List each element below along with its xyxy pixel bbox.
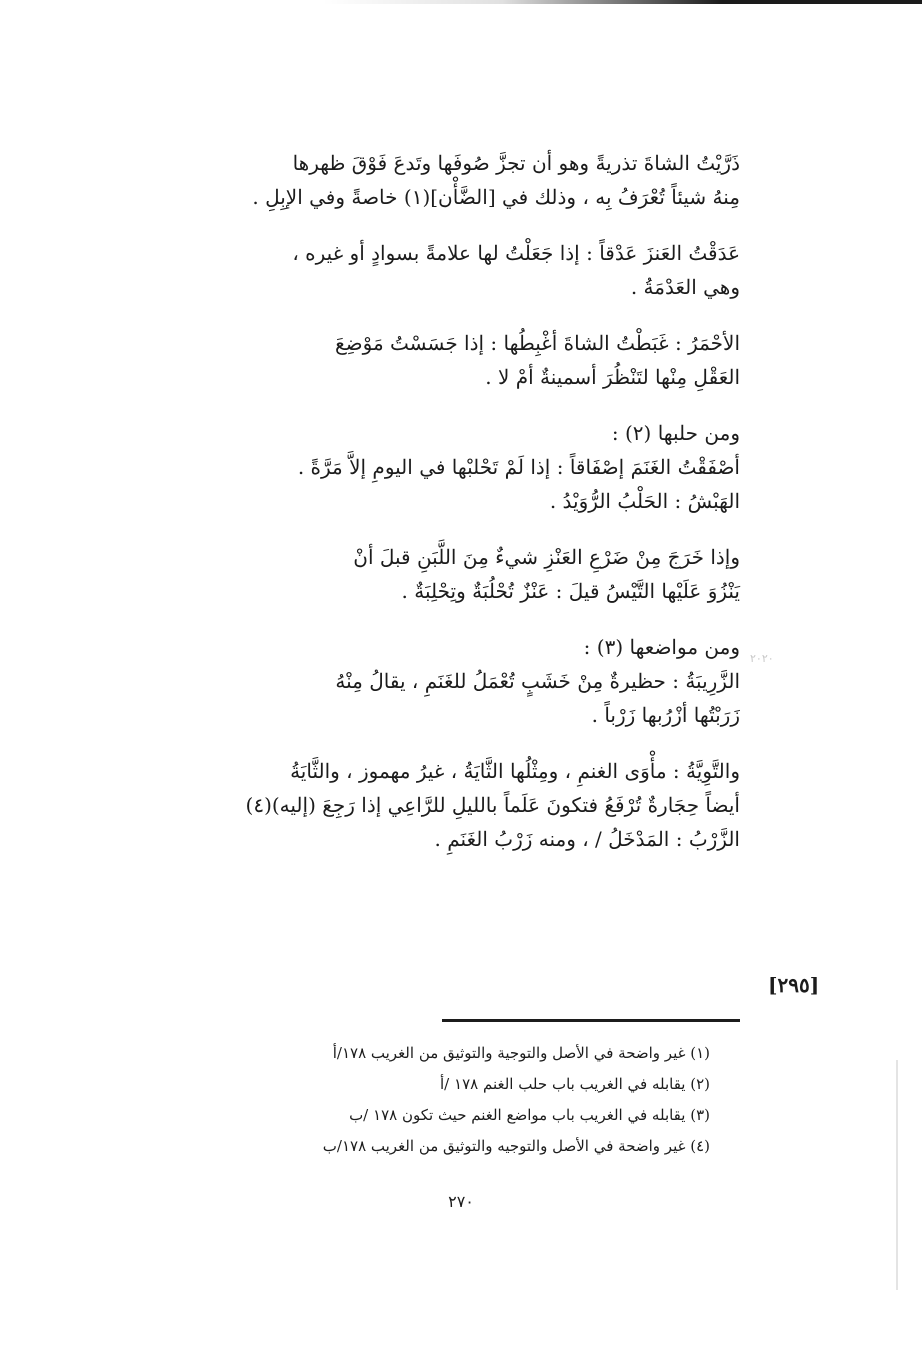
footnote-3: (٣) يقابله في الغريب باب مواضع الغنم حيث تكون ١٧٨ /ب xyxy=(349,1106,710,1124)
scan-binding-shadow xyxy=(896,1060,898,1290)
footnote-1: (١) غير واضحة في الأصل والتوجية والتوثيق من الغريب ١٧٨/أ xyxy=(332,1044,710,1062)
text-line: الهَبْشُ : الحَلْبُ الرُّوَيْدُ . xyxy=(549,489,740,513)
text-line: وإذا خَرَجَ مِنْ ضَرْعِ العَنْزِ شيءٌ مِنَ اللَّبَنِ قبلَ أنْ xyxy=(353,545,740,569)
paragraph-adq xyxy=(130,236,740,304)
footnotes xyxy=(200,1038,710,1162)
manuscript-folio-marker: [٢٩٥] xyxy=(768,973,820,997)
text-line: والتَّوِيَّةُ : مأْوَى الغنمِ ، ومِثْلُها الثَّايَةُ ، غيرُ مهموز ، والثَّايَةُ xyxy=(290,759,740,783)
paragraph-tuhluba xyxy=(130,540,740,608)
page-number: ٢٧٠ xyxy=(448,1192,474,1211)
paragraph-tadhriya xyxy=(130,146,740,214)
text-line: الأحْمَرُ : غَبَطْتُ الشاةَ أغْبِطُها : إذا جَسَسْتُ مَوْضِعَ xyxy=(334,331,740,355)
faint-stray-mark: ٢٠٢٠ xyxy=(750,652,774,665)
paragraph-places xyxy=(130,630,740,732)
paragraph-milking xyxy=(130,416,740,518)
text-line: أصْفَقْتُ الغَنَمَ إصْفَاقاً : إذا لَمْ تَحْلبْها في اليومِ إلاَّ مَرَّةً . xyxy=(297,455,740,479)
text-line: وهي العَدْمَةُ . xyxy=(630,275,740,299)
text-line: العَقْلِ مِنْها لتَنْظُرَ أسمينةٌ أمْ لا . xyxy=(485,365,740,389)
text-line: زَرَبْتُها أزْرُبها زَرْباً . xyxy=(591,703,740,727)
text-line: يَنْزُوَ عَلَيْها التَّيْسُ قيلَ : عَنْزٌ تُحْلُبَةٌ وتِحْلِبَةٌ . xyxy=(401,579,740,603)
text-line: مِنهُ شيئاً تُعْرَفُ بِه ، وذلك في [الضَّأْن](١) خاصةً وفي الإبِلِ . xyxy=(252,185,740,209)
text-line: الزَّرِيبَةُ : حظيرةٌ مِنْ خَشَبٍ تُعْمَلُ للغَنَمِ ، يقالُ مِنْهُ xyxy=(335,669,740,693)
text-line: الزَّرْبُ : المَدْخَلُ / ، ومنه زَرْبُ الغَنَمِ . xyxy=(434,827,740,851)
text-line: أيضاً حِجَارةٌ تُرْفَعُ فتكونَ عَلَماً بالليلِ للرَّاعِي إذا رَجِعَ (إليه)(٤) xyxy=(245,793,740,817)
paragraph-tawiya xyxy=(130,754,740,856)
scan-top-edge xyxy=(0,0,922,4)
footnote-2: (٢) يقابله في الغريب باب حلب الغنم ١٧٨ /أ xyxy=(440,1075,710,1093)
text-line: ذَرَّيْتُ الشاةَ تذريةً وهو أن تجزَّ صُوفَها وتَدعَ فَوْقَ ظهرها xyxy=(292,151,740,175)
section-heading: ومن مواضعها (٣) : xyxy=(583,635,740,659)
main-text xyxy=(130,146,740,868)
footnote-4: (٤) غير واضحة في الأصل والتوجيه والتوثيق من الغريب ١٧٨/ب xyxy=(322,1137,710,1155)
text-line: عَدَقْتُ العَنزَ عَدْقاً : إذا جَعَلْتُ لها علامةً بسوادٍ أو غيره ، xyxy=(292,241,740,265)
paragraph-ghabt xyxy=(130,326,740,394)
section-heading: ومن حلبها (٢) : xyxy=(611,421,740,445)
footnote-separator xyxy=(442,1019,740,1022)
